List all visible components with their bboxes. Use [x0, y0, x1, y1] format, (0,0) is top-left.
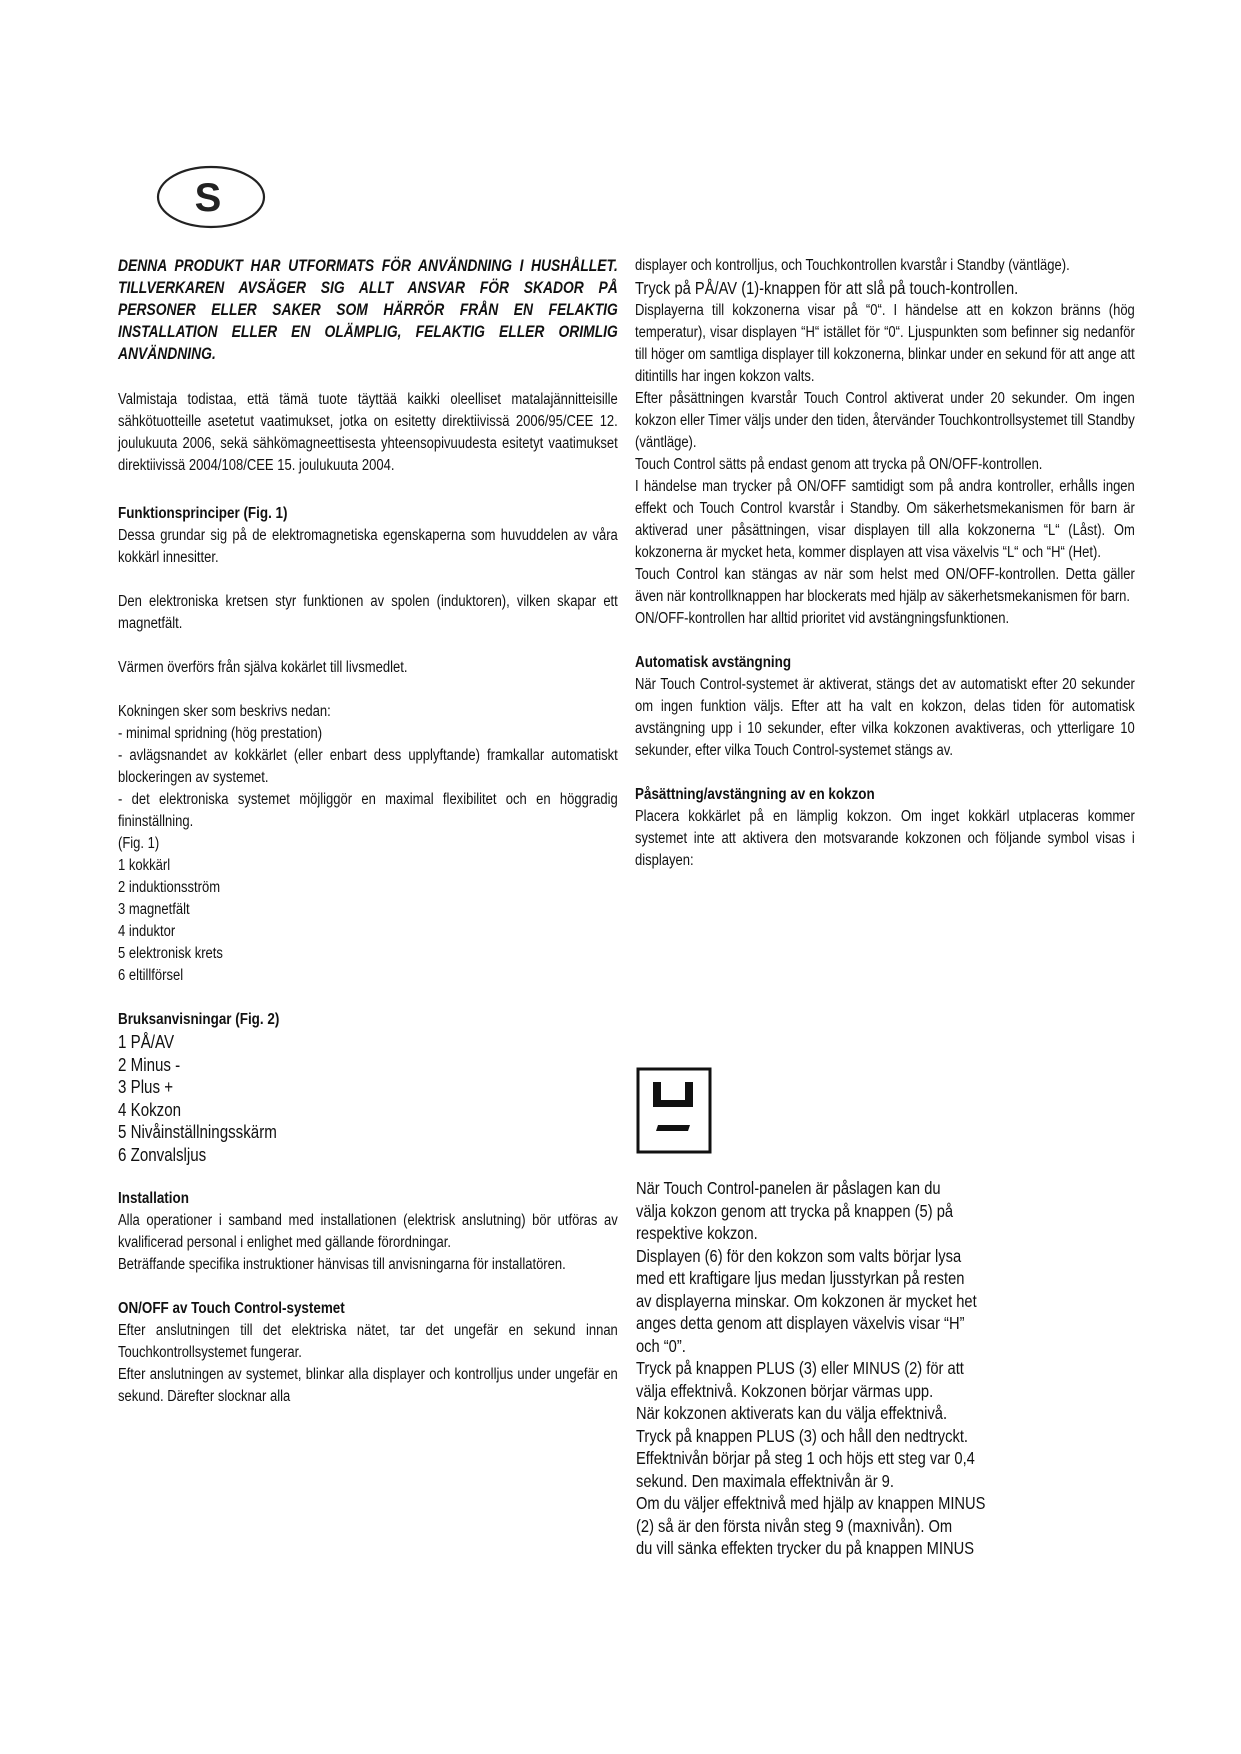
list-item: 6 eltillförsel — [118, 967, 184, 984]
instruction-line: med ett kraftigare ljus medan ljusstyrkan på resten — [636, 1268, 965, 1288]
badge-letter: S — [194, 176, 222, 220]
instruction-line: Displayen (6) för den kokzon som valts börjar lysa — [636, 1245, 962, 1266]
list-item: 3 magnetfält — [118, 901, 190, 918]
funktion-paragraph-2: Den elektroniska kretsen styr funktionen av spolen (induktoren), vilken skapar ett magnetfält. — [118, 593, 618, 632]
list-item: 3 Plus + — [118, 1077, 174, 1097]
instruction-line: och “0”. — [636, 1335, 686, 1356]
instruction-line: Effektnivån börjar på steg 1 och höjs ett steg var 0,4 — [636, 1448, 975, 1468]
installation-paragraph-1: Alla operationer i samband med installationen (elektrisk anslutning) bör utföras av kvalificerad personal i enlighet med gällande förordningar. — [118, 1212, 618, 1251]
installation-heading: Installation — [118, 1190, 189, 1207]
zone-instructions — [636, 1177, 1106, 1560]
press-onoff-instruction: Tryck på PÅ/AV (1)-knappen för att slå på touch-kontrollen. — [635, 278, 1019, 298]
zone-onoff-paragraph: Placera kokkärlet på en lämplig kokzon. Om inget kokkärl utplaceras kommer systemet inte att aktivera den motsvarande kokzonen och följande symbol visas i displayen: — [635, 807, 1135, 869]
zone-onoff-heading: Påsättning/avstängning av en kokzon — [635, 785, 875, 803]
list-item: 4 Kokzon — [118, 1099, 182, 1120]
instruction-line: välja effektnivå. Kokzonen börjar värmas upp. — [636, 1380, 934, 1401]
auto-off-heading: Automatisk avstängning — [635, 653, 792, 671]
onoff-heading: ON/OFF av Touch Control-systemet — [118, 1300, 345, 1317]
instruction-line: Tryck på knappen PLUS (3) och håll den nedtryckt. — [636, 1425, 969, 1446]
continued-paragraph: displayer och kontrolljus, och Touchkontrollen kvarstår i Standby (väntläge). — [635, 257, 1070, 274]
conformity-text: Valmistaja todistaa, että tämä tuote täyttää kaikki oleelliset matalajännitteisille sähkötuotteille asetetut vaatimukset, jotka on esitetty direktiivissä 2006/95/CEE 12. joulukuuta 2006, sekä sähkömagneettisesta yhteensopivuudesta esitetyt vaatimukset direktiivissä 2004/108/CEE 15. joulukuuta 2004. — [118, 391, 618, 474]
funktion-paragraph-4: Kokningen sker som beskrivs nedan: — [118, 703, 331, 720]
instruction-line: välja kokzon genom att trycka på knappen (5) på — [636, 1200, 954, 1221]
installation-paragraph-2: Beträffande specifika instruktioner hänvisas till anvisningarna för installatören. — [118, 1256, 566, 1273]
list-item: 2 Minus - — [118, 1054, 181, 1075]
fig1-title: (Fig. 1) — [118, 835, 160, 852]
language-badge-icon — [155, 163, 267, 231]
list-item: 4 induktor — [118, 923, 176, 940]
list-item: 5 elektronisk krets — [118, 945, 223, 962]
funktion-paragraph-3: Värmen överförs från själva kokärlet till livsmedlet. — [118, 659, 408, 676]
priority-paragraph: ON/OFF-kontrollen har alltid prioritet vid avstängningsfunktionen. — [635, 609, 1010, 627]
fig1-legend — [118, 833, 618, 987]
no-pan-symbol-icon — [636, 1067, 712, 1154]
list-item: - avlägsnandet av kokkärlet (eller enbart dess upplyftande) framkallar automatiskt blockeringen av systemet. — [118, 747, 618, 786]
onoff-paragraph-1: Efter anslutningen till det elektriska nätet, tar det ungefär en sekund innan Touchkontrollsystemet fungerar. — [118, 1322, 618, 1361]
list-item: 6 Zonvalsljus — [118, 1144, 207, 1165]
list-item: - det elektroniska systemet möjliggör en maximal flexibilitet och en höggradig fininställning. — [118, 791, 618, 830]
list-item: 1 PÅ/AV — [118, 1032, 175, 1052]
right-column — [635, 255, 1135, 872]
instruction-line: anges detta genom att displayen växelvis visar “H” — [636, 1313, 965, 1333]
instruction-line: respektive kokzon. — [636, 1223, 758, 1243]
instruction-line: sekund. Den maximala effektnivån är 9. — [636, 1470, 894, 1491]
onoff-paragraph-2: Efter anslutningen av systemet, blinkar alla displayer och kontrolljus under ungefär en sekund. Därefter slocknar alla — [118, 1366, 618, 1405]
instruction-line: du vill sänka effekten trycker du på knappen MINUS — [636, 1538, 975, 1558]
list-item: 1 kokkärl — [118, 857, 171, 874]
instruction-line: När Touch Control-panelen är påslagen kan du — [636, 1178, 941, 1198]
instruction-line: Tryck på knappen PLUS (3) eller MINUS (2) för att — [636, 1358, 964, 1378]
funktion-paragraph-1: Dessa grundar sig på de elektromagnetiska egenskaperna som huvuddelen av våra kokkärl innesitter. — [118, 527, 618, 566]
list-item: 2 induktionsström — [118, 879, 221, 896]
instruction-line: När kokzonen aktiverats kan du välja effektnivå. — [636, 1403, 948, 1423]
instruction-line: (2) så är den första nivån steg 9 (maxnivån). Om — [636, 1515, 953, 1536]
instruction-line: Om du väljer effektnivå med hjälp av knappen MINUS — [636, 1493, 986, 1513]
bullet-list — [118, 723, 618, 833]
fig2-legend — [118, 1031, 618, 1166]
display-paragraph: Displayerna till kokzonerna visar på “0“. I händelse att en kokzon bränns (hög temperatur), visar displayen “H“ istället för “0“. Ljuspunkten som befinner sig nedanför till höger om samtliga displayer till kokzonerna, blinkar under en sekund för att ange att ditintills har ingen kokzon valts. — [635, 301, 1135, 385]
disclaimer-text: DENNA PRODUKT HAR UTFORMATS FÖR ANVÄNDNING I HUSHÅLLET. TILLVERKAREN AVSÄGER SIG ALLT ANSVAR FÖR SKADOR PÅ PERSONER ELLER SAKER SOM HÄRRÖR FRÅN EN FELAKTIG INSTALLATION ELLER EN OLÄMPLIG, FELAKTIG ELLER ORIMLIG ANVÄNDNING. — [118, 257, 618, 363]
bruks-heading: Bruksanvisningar (Fig. 2) — [118, 1011, 280, 1028]
list-item: 5 Nivåinställningsskärm — [118, 1122, 277, 1142]
activation-paragraph: Efter påsättningen kvarstår Touch Control aktiverat under 20 sekunder. Om ingen kokzon eller Timer väljs under den tiden, återvänder Touchkontrollsystemet till Standby (väntläge). — [635, 389, 1135, 451]
list-item: - minimal spridning (hög prestation) — [118, 725, 323, 742]
instruction-line: av displayerna minskar. Om kokzonen är mycket het — [636, 1290, 977, 1311]
turn-off-paragraph: Touch Control kan stängas av när som helst med ON/OFF-kontrollen. Detta gäller även när kontrollknappen har blockerats med hjälp av säkerhetsmekanismen för barn. — [635, 565, 1135, 605]
left-column — [118, 255, 618, 1408]
child-lock-paragraph: I händelse man trycker på ON/OFF samtidigt som på andra kontroller, erhålls ingen effekt och Touch Control kvarstår i Standby. Om säkerhetsmekanismen för barn är aktiverad uner påsättningen, visar displayen till alla kokzonerna “L“ (Låst). Om kokzonerna är mycket heta, kommer displayen att visa växelvis “L“ och “H“ (Het). — [635, 477, 1135, 561]
auto-off-paragraph: När Touch Control-systemet är aktiverat, stängs det av automatiskt efter 20 sekunder om ingen funktion väljs. Efter att ha valt en kokzon, delas tiden för automatisk avstängning upp i 10 sekunder, efter vilka kokzonen avaktiveras, och ytterligare 10 sekunder, efter vilka Touch Control-systemet stängs av. — [635, 675, 1135, 759]
onoff-only-paragraph: Touch Control sätts på endast genom att trycka på ON/OFF-kontrollen. — [635, 455, 1043, 473]
funktion-heading: Funktionsprinciper (Fig. 1) — [118, 505, 288, 522]
